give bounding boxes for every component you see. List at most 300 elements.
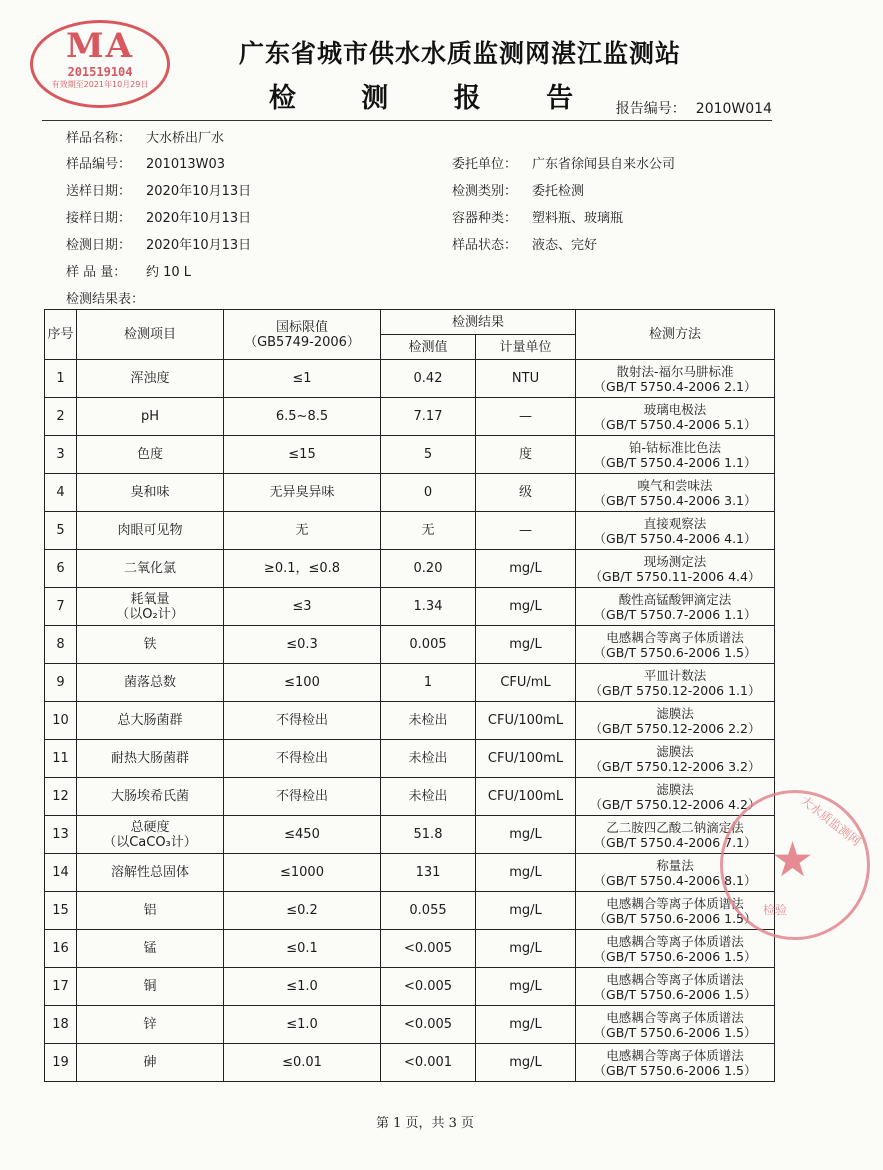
row-unit-text: mg/L <box>509 1017 542 1032</box>
row-limit <box>224 398 381 436</box>
sample-name-value: 大水桥出厂水 <box>146 131 225 146</box>
receive-date <box>66 207 251 226</box>
row-limit <box>224 436 381 474</box>
sample-name <box>66 127 224 146</box>
row-item-text: 大肠埃希氏菌 <box>110 789 189 804</box>
row-item-text: 肉眼可见物 <box>117 523 183 538</box>
row-unit-text: mg/L <box>509 561 542 576</box>
row-no <box>45 550 77 588</box>
header-unit: 计量单位 <box>476 335 576 360</box>
row-no-text: 1 <box>56 371 65 386</box>
table-row <box>45 550 775 588</box>
header-limit-std: （GB5749-2006） <box>244 334 360 350</box>
row-no-text: 7 <box>56 599 65 614</box>
row-method-text: （GB/T 5750.6-2006 1.5） <box>593 948 757 964</box>
test-date-value: 2020年10月13日 <box>146 238 252 253</box>
row-item-text: 二氧化氯 <box>123 561 176 576</box>
row-value <box>381 550 476 588</box>
cma-validity: 有效期至2021年10月29日 <box>51 80 149 89</box>
results-table <box>44 309 775 1082</box>
star-icon: ★ <box>771 832 815 888</box>
row-no <box>45 474 77 512</box>
row-value-text: 无 <box>421 523 435 538</box>
row-no <box>45 664 77 702</box>
row-item <box>77 436 224 474</box>
row-unit <box>476 550 576 588</box>
row-method <box>576 968 775 1006</box>
table-caption: 检测结果表： <box>66 292 145 307</box>
header-divider <box>42 120 772 121</box>
row-unit <box>476 816 576 854</box>
row-item-text: 色度 <box>136 447 163 462</box>
row-method-text: 电感耦合等离子体质谱法 <box>606 1047 744 1063</box>
row-method-text: （GB/T 5750.6-2006 1.5） <box>593 986 757 1002</box>
container-type <box>452 207 623 226</box>
table-row <box>45 512 775 550</box>
table-row <box>45 892 775 930</box>
row-value <box>381 740 476 778</box>
row-method <box>576 474 775 512</box>
header-result: 检测结果 <box>381 310 576 335</box>
row-unit-text: NTU <box>511 371 540 386</box>
row-method <box>576 626 775 664</box>
row-method-text: （GB/T 5750.4-2006 3.1） <box>593 492 757 508</box>
row-unit-text: CFU/100mL <box>487 789 564 804</box>
row-no <box>45 930 77 968</box>
row-limit <box>224 702 381 740</box>
sample-qty-label: 样 品 量： <box>66 265 127 280</box>
row-method <box>576 740 775 778</box>
row-limit-text: ≤15 <box>288 447 316 462</box>
row-value <box>381 626 476 664</box>
row-unit-text: 级 <box>519 485 533 500</box>
row-no-text: 16 <box>52 941 69 956</box>
row-unit-text: CFU/mL <box>500 675 551 690</box>
row-method-text: （GB/T 5750.7-2006 1.1） <box>593 606 757 622</box>
row-value <box>381 816 476 854</box>
row-item <box>77 588 224 626</box>
header-value: 检测值 <box>381 335 476 360</box>
receive-date-label: 接样日期： <box>66 211 132 226</box>
org-name: 广东省城市供水水质监测网湛江监测站 <box>238 39 681 68</box>
inspection-seal <box>720 790 870 940</box>
row-method-text: （GB/T 5750.6-2006 1.5） <box>593 644 757 660</box>
row-value <box>381 778 476 816</box>
table-row <box>45 968 775 1006</box>
row-no <box>45 436 77 474</box>
row-no <box>45 1006 77 1044</box>
row-method-text: （GB/T 5750.6-2006 1.5） <box>593 910 757 926</box>
row-method-text: 电感耦合等离子体质谱法 <box>606 933 744 949</box>
sample-state-value: 液态、完好 <box>532 238 598 253</box>
row-value-text: 0.42 <box>413 371 443 386</box>
header-limit-label: 国标限值 <box>275 319 328 335</box>
row-method-text: 酸性高锰酸钾滴定法 <box>618 591 732 607</box>
row-method-text: （GB/T 5750.11-2006 4.4） <box>589 568 761 584</box>
row-no-text: 18 <box>52 1017 69 1032</box>
row-unit-text: mg/L <box>509 599 542 614</box>
row-item-text: 铝 <box>143 903 157 918</box>
row-method <box>576 588 775 626</box>
row-unit-text: mg/L <box>509 903 542 918</box>
row-method-text: 玻璃电极法 <box>643 401 707 417</box>
row-item-text: 耗氧量 <box>130 591 170 607</box>
row-item-text: pH <box>140 409 160 424</box>
row-method <box>576 550 775 588</box>
table-row <box>45 778 775 816</box>
row-limit <box>224 968 381 1006</box>
row-value-text: 131 <box>415 865 441 880</box>
row-unit <box>476 778 576 816</box>
row-item <box>77 778 224 816</box>
row-item <box>77 740 224 778</box>
row-no-text: 2 <box>56 409 65 424</box>
row-limit-text: ≤1.0 <box>286 979 318 994</box>
row-limit-text: ≤0.1 <box>286 941 318 956</box>
row-method <box>576 702 775 740</box>
row-limit <box>224 664 381 702</box>
row-method <box>576 398 775 436</box>
row-item-text: 总大肠菌群 <box>117 713 183 728</box>
cma-number: 201519104 <box>67 65 133 79</box>
row-limit-text: 不得检出 <box>275 751 328 766</box>
row-item-text: 浑浊度 <box>130 371 170 386</box>
row-no <box>45 512 77 550</box>
cma-logo: MA <box>65 26 134 66</box>
row-no <box>45 626 77 664</box>
row-method-text: 现场测定法 <box>643 553 707 569</box>
row-no-text: 11 <box>52 751 69 766</box>
row-limit-text: ≥0.1，≤0.8 <box>263 561 341 576</box>
row-method-text: 电感耦合等离子体质谱法 <box>606 971 744 987</box>
container-type-value: 塑料瓶、玻璃瓶 <box>532 211 624 226</box>
row-item-text: （以O₂计） <box>116 606 184 622</box>
row-unit <box>476 436 576 474</box>
sample-qty <box>66 261 191 280</box>
row-item-text: （以CaCO₃计） <box>103 834 197 850</box>
submit-date <box>66 180 251 199</box>
row-limit <box>224 1006 381 1044</box>
row-item <box>77 550 224 588</box>
row-unit-text: — <box>519 409 532 424</box>
row-unit-text: CFU/100mL <box>487 751 564 766</box>
row-limit-text: 无 <box>295 523 309 538</box>
table-row <box>45 740 775 778</box>
row-unit <box>476 854 576 892</box>
row-item-text: 锰 <box>143 941 157 956</box>
row-no-text: 9 <box>56 675 65 690</box>
client-label: 委托单位： <box>452 157 518 172</box>
row-no-text: 5 <box>56 523 65 538</box>
row-limit-text: ≤3 <box>292 599 312 614</box>
row-limit <box>224 740 381 778</box>
row-value-text: <0.005 <box>403 979 453 994</box>
row-item-text: 铜 <box>143 979 157 994</box>
row-unit <box>476 360 576 398</box>
row-item <box>77 892 224 930</box>
row-value-text: 未检出 <box>408 751 448 766</box>
row-unit <box>476 930 576 968</box>
table-row <box>45 474 775 512</box>
row-value-text: 未检出 <box>408 789 448 804</box>
row-limit-text: ≤0.01 <box>282 1055 322 1070</box>
row-method-text: 电感耦合等离子体质谱法 <box>606 895 744 911</box>
row-limit <box>224 1044 381 1082</box>
row-unit <box>476 702 576 740</box>
row-unit-text: mg/L <box>509 941 542 956</box>
header-item: 检测项目 <box>77 310 224 360</box>
row-no-text: 17 <box>52 979 69 994</box>
row-value-text: 未检出 <box>408 713 448 728</box>
row-limit <box>224 550 381 588</box>
row-no-text: 19 <box>52 1055 69 1070</box>
row-no <box>45 968 77 1006</box>
row-no <box>45 892 77 930</box>
test-type-label: 检测类别： <box>452 184 518 199</box>
row-item <box>77 1044 224 1082</box>
test-type <box>452 180 584 199</box>
row-limit <box>224 816 381 854</box>
page-footer: 第 1 页，共 3 页 <box>375 1116 475 1131</box>
row-limit-text: ≤0.3 <box>286 637 318 652</box>
row-value <box>381 398 476 436</box>
row-limit-text: ≤1 <box>292 371 312 386</box>
row-method-text: （GB/T 5750.12-2006 2.2） <box>589 720 761 736</box>
row-method-text: 嗅气和尝味法 <box>637 477 713 493</box>
sample-code-label: 样品编号： <box>66 157 132 172</box>
doc-title: 检 测 报 告 <box>268 83 602 114</box>
row-value <box>381 436 476 474</box>
row-value-text: 0.20 <box>413 561 443 576</box>
row-item-text: 锌 <box>143 1017 157 1032</box>
row-item-text: 总硬度 <box>130 819 170 835</box>
row-unit-text: mg/L <box>509 637 542 652</box>
container-type-label: 容器种类： <box>452 211 518 226</box>
row-no <box>45 588 77 626</box>
row-no-text: 6 <box>56 561 65 576</box>
row-method-text: 称量法 <box>656 857 694 873</box>
row-method-text: （GB/T 5750.4-2006 5.1） <box>593 416 757 432</box>
row-method-text: （GB/T 5750.4-2006 2.1） <box>593 378 757 394</box>
row-no <box>45 1044 77 1082</box>
row-item <box>77 854 224 892</box>
row-value <box>381 664 476 702</box>
sample-name-label: 样品名称： <box>66 131 132 146</box>
row-item <box>77 664 224 702</box>
row-limit-text: 不得检出 <box>275 713 328 728</box>
submit-date-label: 送样日期： <box>66 184 132 199</box>
row-limit <box>224 626 381 664</box>
row-method-text: 滤膜法 <box>656 781 694 797</box>
row-unit <box>476 740 576 778</box>
table-row <box>45 626 775 664</box>
row-item <box>77 968 224 1006</box>
row-value-text: 1.34 <box>413 599 443 614</box>
row-value <box>381 1006 476 1044</box>
row-item-text: 铁 <box>143 637 157 652</box>
row-value <box>381 588 476 626</box>
row-unit <box>476 588 576 626</box>
row-limit <box>224 588 381 626</box>
header-limit <box>224 310 381 360</box>
row-no-text: 8 <box>56 637 65 652</box>
table-row <box>45 360 775 398</box>
test-date-label: 检测日期： <box>66 238 132 253</box>
row-value <box>381 892 476 930</box>
row-method-text: （GB/T 5750.6-2006 1.5） <box>593 1062 757 1078</box>
row-value <box>381 1044 476 1082</box>
row-no <box>45 816 77 854</box>
row-unit-text: — <box>519 523 532 538</box>
report-number-label: 报告编号： <box>615 101 686 117</box>
row-no <box>45 778 77 816</box>
sample-code-value: 201013W03 <box>146 157 226 172</box>
row-value <box>381 968 476 1006</box>
row-limit-text: 不得检出 <box>275 789 328 804</box>
report-number-value: 2010W014 <box>695 101 772 117</box>
row-limit-text: ≤100 <box>284 675 320 690</box>
row-method <box>576 436 775 474</box>
seal-subtext: 检验 <box>763 903 788 917</box>
row-no-text: 15 <box>52 903 69 918</box>
row-unit <box>476 474 576 512</box>
row-limit <box>224 778 381 816</box>
row-no <box>45 360 77 398</box>
row-value-text: 0.005 <box>409 637 447 652</box>
row-no-text: 12 <box>52 789 69 804</box>
row-value-text: 7.17 <box>413 409 443 424</box>
row-value <box>381 474 476 512</box>
row-limit <box>224 892 381 930</box>
row-method-text: （GB/T 5750.12-2006 4.2） <box>589 796 761 812</box>
row-limit-text: ≤0.2 <box>286 903 318 918</box>
table-row <box>45 1044 775 1082</box>
table-row <box>45 930 775 968</box>
row-method-text: （GB/T 5750.6-2006 1.5） <box>593 1024 757 1040</box>
row-item-text: 臭和味 <box>130 485 170 500</box>
test-type-value: 委托检测 <box>532 184 585 199</box>
row-item-text: 砷 <box>143 1055 157 1070</box>
row-method-text: （GB/T 5750.4-2006 1.1） <box>593 454 757 470</box>
table-row <box>45 398 775 436</box>
table-row <box>45 702 775 740</box>
row-value-text: 0 <box>423 485 433 500</box>
row-unit-text: mg/L <box>509 979 542 994</box>
row-unit <box>476 892 576 930</box>
row-value <box>381 854 476 892</box>
row-value-text: <0.001 <box>403 1055 453 1070</box>
row-method <box>576 512 775 550</box>
test-date <box>66 234 251 253</box>
row-no <box>45 854 77 892</box>
row-method <box>576 930 775 968</box>
row-item <box>77 474 224 512</box>
row-value <box>381 360 476 398</box>
row-value <box>381 930 476 968</box>
row-no <box>45 702 77 740</box>
row-value <box>381 702 476 740</box>
row-unit-text: CFU/100mL <box>487 713 564 728</box>
row-unit <box>476 398 576 436</box>
row-method-text: （GB/T 5750.4-2006 4.1） <box>593 530 757 546</box>
row-unit <box>476 1044 576 1082</box>
row-item <box>77 398 224 436</box>
sample-code <box>66 153 225 172</box>
sample-qty-value: 约 10 L <box>146 265 192 280</box>
row-item <box>77 702 224 740</box>
row-value-text: <0.005 <box>403 1017 453 1032</box>
row-method <box>576 1044 775 1082</box>
row-unit <box>476 968 576 1006</box>
row-value-text: 5 <box>423 447 433 462</box>
row-item-text: 溶解性总固体 <box>110 865 189 880</box>
row-limit-text: 无异臭异味 <box>269 485 335 500</box>
header-no: 序号 <box>45 310 77 360</box>
row-method-text: （GB/T 5750.12-2006 3.2） <box>589 758 761 774</box>
row-method-text: 散射法-福尔马肼标准 <box>616 363 734 379</box>
row-value <box>381 512 476 550</box>
row-method-text: 电感耦合等离子体质谱法 <box>606 1009 744 1025</box>
row-method-text: 滤膜法 <box>656 705 694 721</box>
row-method <box>576 1006 775 1044</box>
receive-date-value: 2020年10月13日 <box>146 211 252 226</box>
row-method-text: 滤膜法 <box>656 743 694 759</box>
row-limit-text: ≤450 <box>284 827 320 842</box>
row-method-text: （GB/T 5750.4-2006 7.1） <box>593 834 757 850</box>
row-limit <box>224 474 381 512</box>
row-item <box>77 1006 224 1044</box>
sample-state-label: 样品状态： <box>452 238 518 253</box>
table-row <box>45 588 775 626</box>
row-method-text: （GB/T 5750.4-2006 8.1） <box>593 872 757 888</box>
row-method <box>576 664 775 702</box>
seal-text: 大水质监测网 <box>797 793 864 849</box>
row-value-text: 1 <box>423 675 433 690</box>
row-unit-text: mg/L <box>509 827 542 842</box>
client <box>452 153 675 172</box>
row-limit-text: ≤1000 <box>280 865 324 880</box>
row-limit-text: ≤1.0 <box>286 1017 318 1032</box>
row-unit <box>476 512 576 550</box>
table-row <box>45 1006 775 1044</box>
table-row <box>45 664 775 702</box>
row-unit <box>476 664 576 702</box>
row-limit <box>224 512 381 550</box>
row-no <box>45 398 77 436</box>
row-method-text: （GB/T 5750.12-2006 1.1） <box>589 682 761 698</box>
table-row <box>45 816 775 854</box>
sample-state <box>452 234 597 253</box>
row-item-text: 菌落总数 <box>123 675 176 690</box>
row-unit <box>476 1006 576 1044</box>
row-method <box>576 360 775 398</box>
client-value: 广东省徐闻县自来水公司 <box>532 157 676 172</box>
row-method-text: 直接观察法 <box>643 515 707 531</box>
row-item <box>77 512 224 550</box>
row-no-text: 3 <box>56 447 65 462</box>
row-value-text: 0.055 <box>409 903 447 918</box>
row-method-text: 铂-钴标准比色法 <box>629 439 722 455</box>
row-no-text: 13 <box>52 827 69 842</box>
row-no-text: 14 <box>52 865 69 880</box>
row-limit <box>224 360 381 398</box>
row-method-text: 平皿计数法 <box>643 667 707 683</box>
row-method-text: 电感耦合等离子体质谱法 <box>606 629 744 645</box>
row-method-text: 乙二胺四乙酸二钠滴定法 <box>606 819 744 835</box>
report-number <box>616 98 772 118</box>
row-item-text: 耐热大肠菌群 <box>110 751 189 766</box>
table-row <box>45 854 775 892</box>
